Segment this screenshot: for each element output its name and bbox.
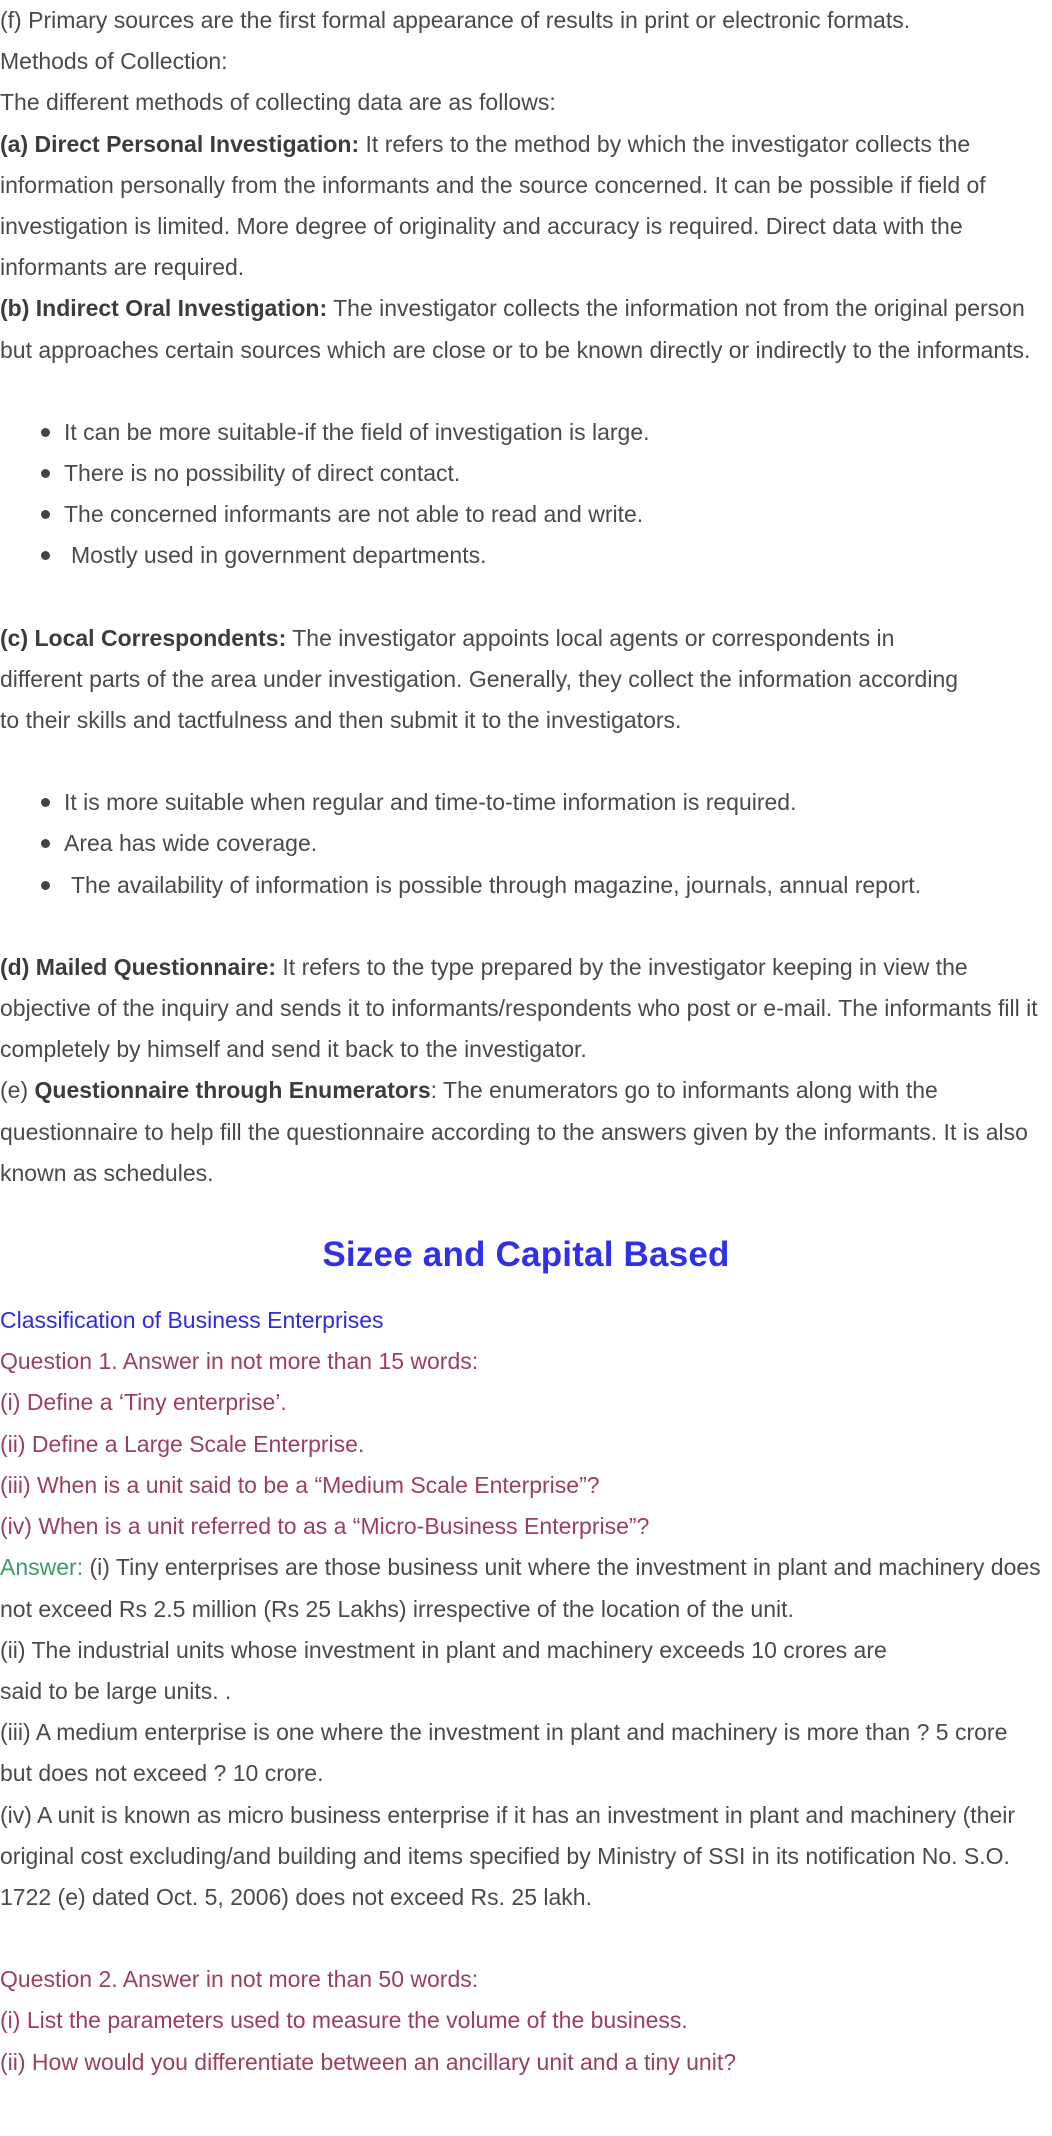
section-title: Sizee and Capital Based <box>322 1235 730 1275</box>
section-subtitle: Classification of Business Enterprises <box>0 1307 384 1334</box>
method-lead: (b) Indirect Oral Investigation: <box>0 295 328 322</box>
method-text: It refers to the type prepared by the investigator keeping in view the objective of the inquiry and sends it to informants/respondents who post or e-mail. The informants fill it completely by himself and send it back to the investigator. <box>0 953 1038 1063</box>
question-1-title: Question 1. Answer in not more than 15 words: <box>0 1348 479 1375</box>
spacer <box>0 906 1052 947</box>
list-item: It can be more suitable-if the field of investigation is large. <box>64 412 1052 453</box>
answer-1-iv: (iv) A unit is known as micro business enterprise if it has an investment in plant and machinery (their original cost excluding/and building and items specified by Ministry of SSI in its notification No. S.O. 1722 (e) dated Oct. 5, 2006) does not exceed Rs. 25 lakh. <box>0 1801 1016 1910</box>
list-item: Area has wide coverage. <box>64 823 1052 864</box>
spacer <box>0 577 1052 618</box>
method-enumerators <box>0 1070 1052 1194</box>
method-text: : The enumerators go to informants along with the questionnaire to help fill the questionnaire according to the answers given by the informants. It is also known as schedules. <box>0 1077 1028 1186</box>
question-2-item: (ii) How would you differentiate between an ancillary unit and a tiny unit? <box>0 2048 736 2075</box>
answer-text: (i) Tiny enterprises are those business unit where the investment in plant and machinery does not exceed Rs 2.5 million (Rs 25 Lakhs) irrespective of the location of the unit. <box>0 1554 1041 1622</box>
question-1-item: (iv) When is a unit referred to as a “Micro-Business Enterprise”? <box>0 1513 650 1540</box>
question-1-item: (iii) When is a unit said to be a “Medium Scale Enterprise”? <box>0 1471 600 1498</box>
spacer <box>0 371 1052 412</box>
method-indirect-oral <box>0 288 1040 370</box>
spacer <box>0 741 1052 782</box>
method-lead: Questionnaire through Enumerators <box>34 1077 431 1104</box>
method-text: It refers to the method by which the investigator collects the information personally from the informants and the source concerned. It can be possible if field of investigation is limited. More degree of originality and accuracy is required. Direct data with the informants are required. <box>0 130 986 281</box>
method-direct-personal <box>0 124 1052 289</box>
method-lead: (a) Direct Personal Investigation: <box>0 130 360 157</box>
methods-intro: The different methods of collecting data are as follows: <box>0 89 556 116</box>
method-mailed-questionnaire <box>0 947 1046 1071</box>
method-lead: (c) Local Correspondents: <box>0 624 287 651</box>
question-1-item: (i) Define a ‘Tiny enterprise’. <box>0 1389 287 1416</box>
list-item: Mostly used in government departments. <box>64 535 1052 576</box>
answer-1-i <box>0 1547 1052 1629</box>
list-item: The concerned informants are not able to read and write. <box>64 494 1052 535</box>
question-1-item: (ii) Define a Large Scale Enterprise. <box>0 1430 365 1457</box>
primary-sources-text: (f) Primary sources are the first formal appearance of results in print or electronic formats. <box>0 7 911 33</box>
bullet-list-local <box>0 782 1052 906</box>
question-2-item: (i) List the parameters used to measure the volume of the business. <box>0 2007 688 2034</box>
question-2-title: Question 2. Answer in not more than 50 words: <box>0 1966 479 1993</box>
answer-1-iii: (iii) A medium enterprise is one where the investment in plant and machinery is more than ? 5 crore but does not exceed ? 10 crore. <box>0 1719 1008 1787</box>
methods-heading: Methods of Collection: <box>0 48 228 75</box>
method-lead: (d) Mailed Questionnaire: <box>0 953 277 980</box>
answer-1-ii: (ii) The industrial units whose investment in plant and machinery exceeds 10 crores are <box>0 1636 887 1663</box>
method-text: The investigator collects the information not from the original person but approaches certain sources which are close or to be known directly or indirectly to the informants. <box>0 295 1031 363</box>
answer-1-ii-cont: said to be large units. . <box>0 1677 232 1704</box>
method-local-correspondents <box>0 618 960 742</box>
bullet-list-indirect <box>0 412 1052 577</box>
method-text: The investigator appoints local agents or correspondents in different parts of the area under investigation. Generally, they collect the information according to their skills and tactfulness and then submit it to the investigators. <box>0 624 959 734</box>
list-item: The availability of information is possible through magazine, journals, annual report. <box>64 865 1052 906</box>
list-item: There is no possibility of direct contact. <box>64 453 1052 494</box>
answer-label: Answer: <box>0 1554 84 1581</box>
list-item: It is more suitable when regular and time-to-time information is required. <box>64 782 1052 823</box>
spacer <box>0 1918 1052 1959</box>
method-lead-prefix: (e) <box>0 1077 35 1104</box>
